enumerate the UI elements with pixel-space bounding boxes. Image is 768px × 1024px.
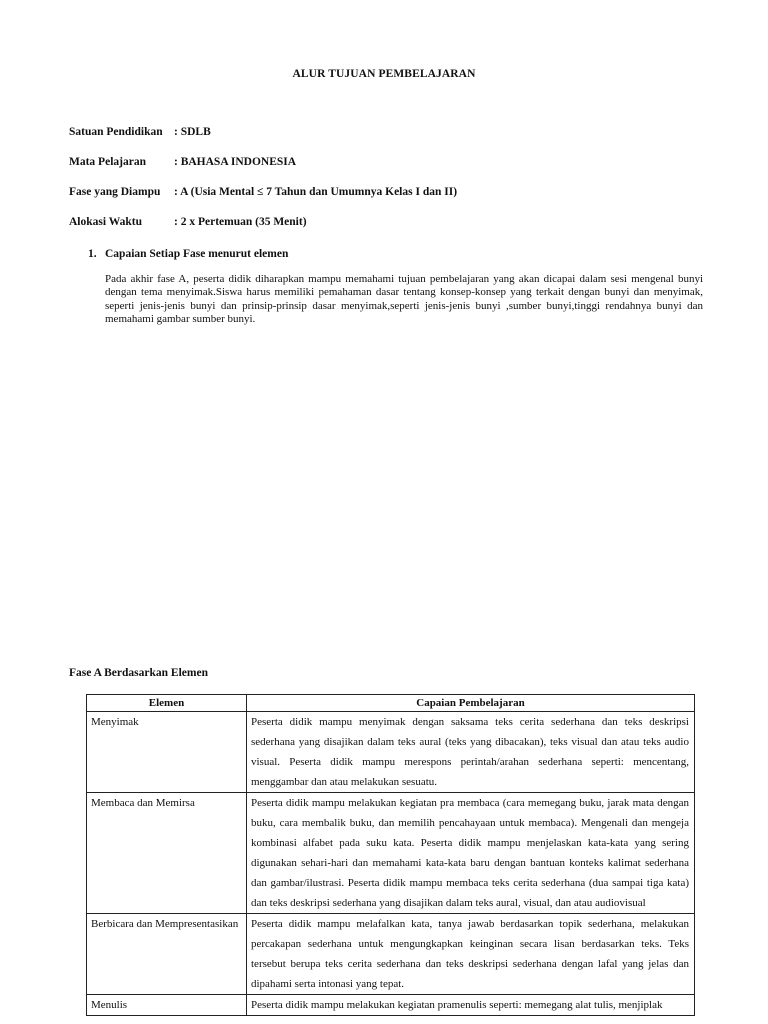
- column-header-elemen: Elemen: [87, 695, 247, 712]
- meta-label: Fase yang Diampu: [69, 186, 161, 198]
- table-row: [87, 793, 695, 914]
- elemen-cell: Menyimak: [87, 712, 247, 793]
- table-row: [87, 712, 695, 793]
- capaian-cell: Peserta didik mampu melakukan kegiatan pra membaca (cara memegang buku, jarak mata dengan buku, cara membalik buku, dan memilih pencahayaan untuk membaca). Mengenali dan mengeja kombinasi alfabet pada suku kata. Peserta didik mampu menjelaskan kata-kata yang sering digunakan sehari-hari dan memahami kata-kata baru dengan bantuan konteks kalimat sederhana dan gambar/ilustrasi. Peserta didik mampu membaca teks cerita sederhana (dua sampai tiga kata) dan teks deskripsi sederhana yang disajikan dalam teks aural, visual, dan atau audiovisual: [247, 793, 695, 914]
- table-header-row: [87, 695, 695, 712]
- elemen-cell: Menulis: [87, 995, 247, 1016]
- meta-row-mata-pelajaran: [69, 156, 709, 186]
- meta-value: : A (Usia Mental ≤ 7 Tahun dan Umumnya Kelas I dan II): [174, 186, 458, 198]
- capaian-cell: Peserta didik mampu melakukan kegiatan pramenulis seperti: memegang alat tulis, menjiplak: [247, 995, 695, 1016]
- document-meta: [69, 126, 709, 246]
- capaian-table: [86, 694, 695, 1016]
- capaian-cell: Peserta didik mampu melafalkan kata, tanya jawab berdasarkan topik sederhana, melakukan percakapan sederhana untuk mengungkapkan keinginan secara lisan berdasarkan teks. Teks tersebut berupa teks cerita sederhana dan teks deskripsi sederhana dengan lafal yang jelas dan dipahami serta intonasi yang tepat.: [247, 914, 695, 995]
- meta-value: : SDLB: [174, 126, 211, 138]
- elemen-cell: Membaca dan Memirsa: [87, 793, 247, 914]
- meta-value: : BAHASA INDONESIA: [174, 156, 297, 168]
- meta-row-alokasi-waktu: [69, 216, 709, 246]
- meta-label: Satuan Pendidikan: [69, 126, 163, 138]
- meta-row-satuan-pendidikan: [69, 126, 709, 156]
- table-heading: Fase A Berdasarkan Elemen: [69, 667, 208, 679]
- column-header-capaian: Capaian Pembelajaran: [247, 695, 695, 712]
- meta-row-fase: [69, 186, 709, 216]
- capaian-cell: Peserta didik mampu menyimak dengan saksama teks cerita sederhana dan teks deskripsi sederhana yang disajikan dalam teks aural (teks yang dibacakan), teks visual dan atau teks audio visual. Peserta didik mampu merespons perintah/arahan sederhana seperti: mencentang, menggambar dan atau melakukan sesuatu.: [247, 712, 695, 793]
- elemen-cell: Berbicara dan Mempresentasikan: [87, 914, 247, 995]
- section-number: 1.: [88, 248, 97, 260]
- meta-label: Mata Pelajaran: [69, 156, 146, 168]
- meta-label: Alokasi Waktu: [69, 216, 142, 228]
- meta-value: : 2 x Pertemuan (35 Menit): [174, 216, 307, 228]
- section-1-heading: [88, 248, 288, 260]
- section-1-paragraph: Pada akhir fase A, peserta didik diharapkan mampu memahami tujuan pembelajaran yang akan dicapai dalam sesi mengenal bunyi dengan tema menyimak.Siswa harus memiliki pemahaman dasar tentang konsep-konsep yang terkait dengan bunyi dan menyimak, seperti jenis-jenis bunyi dan prinsip-prinsip dasar menyimak,seperti jenis-jenis bunyi ,sumber bunyi,tinggi rendahnya bunyi dan memahami gambar sumber bunyi.: [105, 273, 703, 325]
- table-row: [87, 914, 695, 995]
- section-heading-text: Capaian Setiap Fase menurut elemen: [105, 248, 289, 260]
- table-row: [87, 995, 695, 1016]
- document-title: ALUR TUJUAN PEMBELAJARAN: [292, 68, 476, 80]
